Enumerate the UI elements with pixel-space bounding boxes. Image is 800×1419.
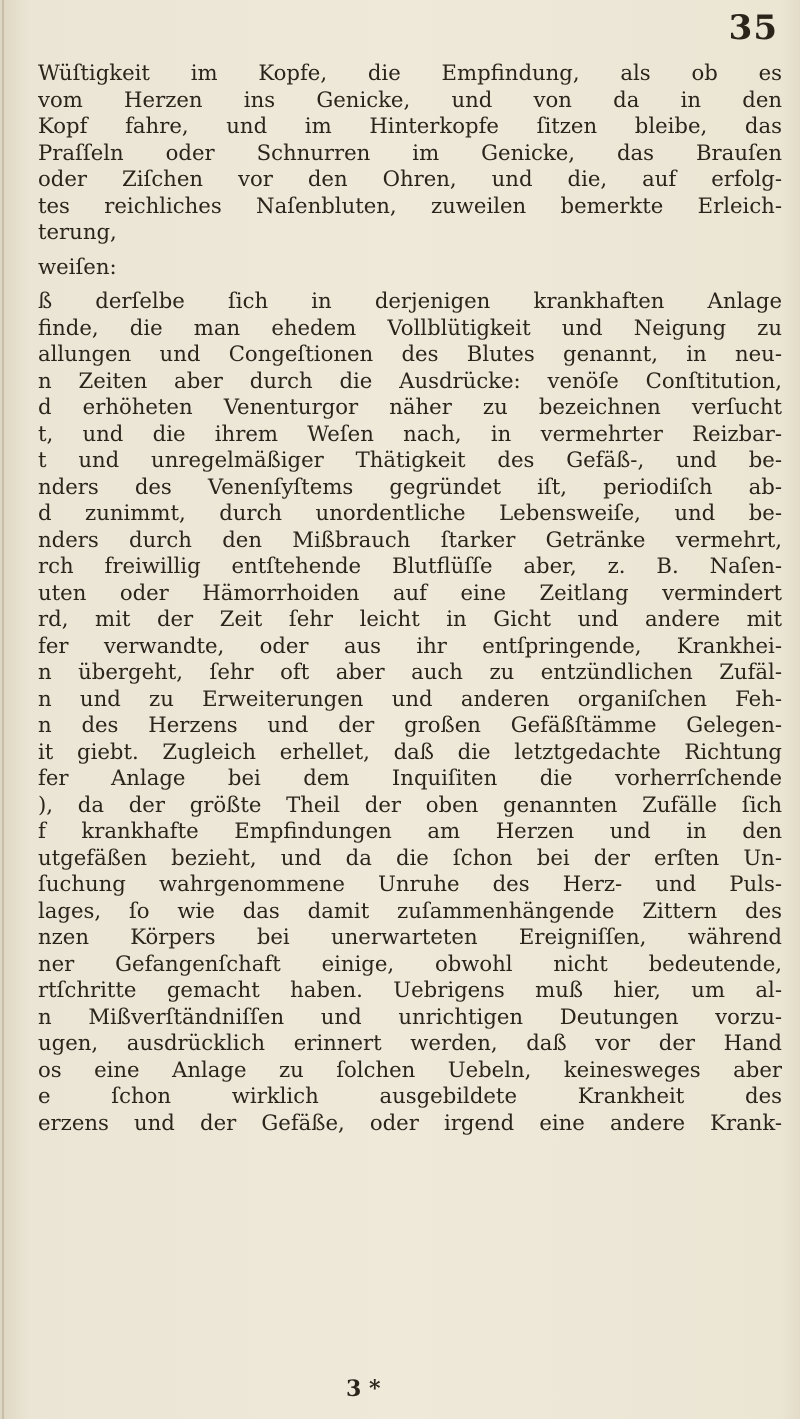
text-line: n übergeht, ſehr oft aber auch zu entzündlichen Zufäl- — [38, 659, 782, 684]
text-line: fer verwandte, oder aus ihr entſpringende, Krankhei- — [38, 632, 782, 658]
text-line: it giebt. Zugleich erhellet, daß die letztgedachte Richtung — [38, 738, 782, 764]
text-line: vom Herzen ins Genicke, und von da in den — [38, 86, 782, 112]
text-line: Praſſeln oder Schnurren im Genicke, das Brauſen — [38, 139, 782, 165]
text-line: ugen, ausdrücklich erinnert werden, daß vor der Hand — [38, 1030, 782, 1055]
text-line: nzen Körpers bei unerwarteten Ereigniſſen, während — [38, 924, 782, 949]
text-line: tes reichliches Naſenbluten, zuweilen bemerkte Erleich- — [38, 192, 782, 218]
text-line: n Zeiten aber durch die Ausdrücke: venöſe Conſtitution, — [38, 367, 782, 393]
signature-mark: 3 * — [346, 1376, 381, 1402]
text-line: n und zu Erweiterungen und anderen organiſchen Feh- — [38, 685, 782, 711]
text-line: d zunimmt, durch unordentliche Lebensweiſe, und be- — [38, 500, 782, 525]
text-line: oder Ziſchen vor den Ohren, und die, auf erfolg- — [38, 166, 782, 191]
gutter-edge — [2, 0, 4, 1419]
text-line: rtſchritte gemacht haben. Uebrigens muß hier, um al- — [38, 977, 782, 1002]
text-line: n des Herzens und der großen Gefäßſtämme Gelegen- — [38, 712, 782, 737]
text-line: ß derſelbe ſich in derjenigen krankhaften Anlage — [38, 288, 782, 313]
text-line: lages, ſo wie das damit zuſammenhängende Zittern des — [38, 897, 782, 923]
text-line: erzens und der Gefäße, oder irgend eine andere Krank- — [38, 1109, 782, 1135]
page-number: 35 — [728, 8, 778, 48]
text-line: t und unregelmäßiger Thätigkeit des Gefäß-, und be- — [38, 447, 782, 472]
text-line: terung, — [38, 219, 117, 244]
text-line: ), da der größte Theil der oben genannten Zufälle ſich — [38, 791, 782, 817]
text-line: ner Gefangenſchaft einige, obwohl nicht bedeutende, — [38, 950, 782, 976]
text-line: utgefäßen bezieht, und da die ſchon bei der erſten Un- — [38, 844, 782, 870]
body-text — [38, 60, 782, 1136]
text-line: ſuchung wahrgenommene Unruhe des Herz- und Puls- — [38, 871, 782, 896]
text-line: t, und die ihrem Weſen nach, in vermehrter Reizbar- — [38, 420, 782, 446]
text-line: rd, mit der Zeit ſehr leicht in Gicht und andere mit — [38, 606, 782, 631]
text-line: fer Anlage bei dem Inquiſiten die vorherrſchende — [38, 765, 782, 790]
text-line: weiſen: — [38, 253, 117, 279]
text-line: n Mißverſtändniſſen und unrichtigen Deutungen vorzu- — [38, 1003, 782, 1029]
text-line: finde, die man ehedem Vollblütigkeit und Neigung zu — [38, 314, 782, 340]
text-line: rch freiwillig entſtehende Blutflüſſe aber, z. B. Naſen- — [38, 553, 782, 578]
text-line: Wüſtigkeit im Kopfe, die Empfindung, als ob es — [38, 60, 782, 85]
text-line: uten oder Hämorrhoiden auf eine Zeitlang vermindert — [38, 579, 782, 605]
text-line: f krankhafte Empfindungen am Herzen und in den — [38, 818, 782, 843]
text-line: Kopf fahre, und im Hinterkopfe ſitzen bleibe, das — [38, 113, 782, 138]
text-line: e ſchon wirklich ausgebildete Krankheit des — [38, 1083, 782, 1108]
text-line: allungen und Congeſtionen des Blutes genannt, in neu- — [38, 341, 782, 366]
text-line: nders des Venenſyſtems gegründet iſt, periodiſch ab- — [38, 473, 782, 499]
text-line: nders durch den Mißbrauch ſtarker Getränke vermehrt, — [38, 526, 782, 552]
text-line: d erhöheten Venenturgor näher zu bezeichnen verſucht — [38, 394, 782, 419]
text-line: os eine Anlage zu ſolchen Uebeln, keinesweges aber — [38, 1056, 782, 1082]
